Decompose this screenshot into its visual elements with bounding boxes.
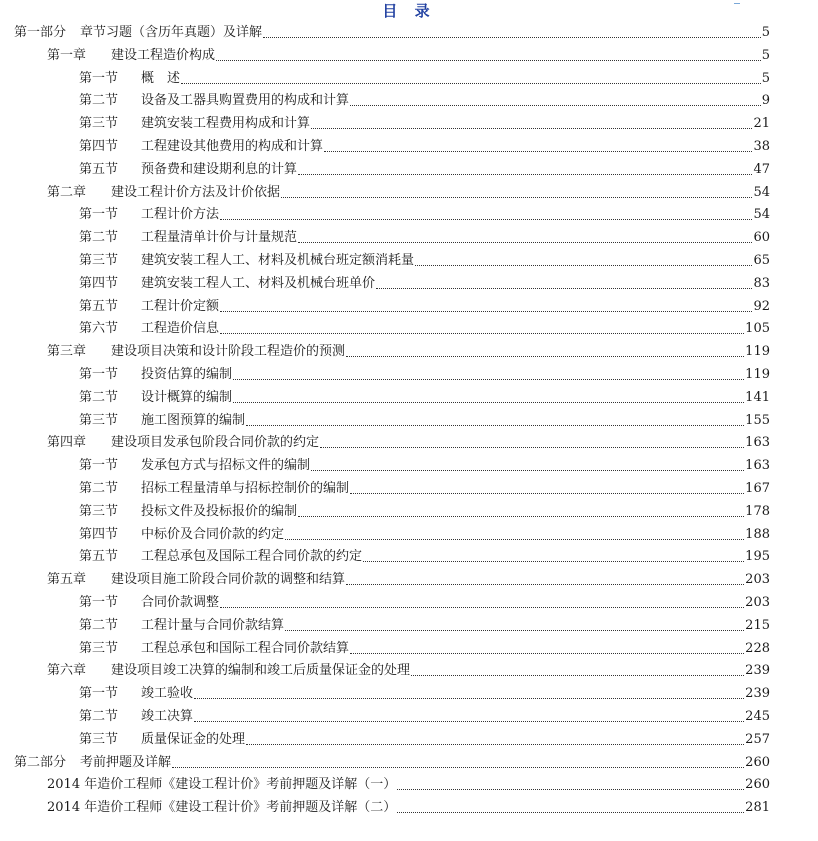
dot-leader xyxy=(220,310,752,312)
toc-entry-number: 第一节 xyxy=(79,686,119,702)
toc-title: 目 录 xyxy=(382,2,436,20)
toc-entry-number: 第二节 xyxy=(79,230,119,246)
toc-entry[interactable] xyxy=(47,569,770,591)
dot-leader xyxy=(263,36,761,38)
toc-entry-label: 招标工程量清单与招标控制价的编制 xyxy=(141,481,350,496)
toc-entry-number: 第二节 xyxy=(79,709,119,724)
toc-entry-label: 建设项目施工阶段合同价款的调整和结算 xyxy=(111,572,346,588)
toc-entry[interactable] xyxy=(79,90,770,112)
toc-entry-label: 投资估算的编制 xyxy=(141,367,233,382)
toc-entry-page: 54 xyxy=(753,207,770,223)
toc-entry-page: 245 xyxy=(745,709,770,724)
toc-entry[interactable] xyxy=(79,273,770,295)
toc-entry-page: 155 xyxy=(745,412,770,428)
toc-entry-page: 119 xyxy=(745,344,770,360)
toc-entry-number: 第一节 xyxy=(79,207,119,223)
toc-entry-page: 54 xyxy=(753,184,770,200)
toc-entry-label: 工程总承包及国际工程合同价款的约定 xyxy=(141,549,363,565)
toc-entry-label: 竣工验收 xyxy=(141,686,194,702)
toc-entry[interactable] xyxy=(79,524,770,546)
toc-entry-page: 60 xyxy=(753,230,770,246)
toc-entry[interactable] xyxy=(79,478,770,500)
toc-entry-page: 215 xyxy=(745,617,770,633)
toc-entry-number: 第三节 xyxy=(79,116,119,132)
toc-entry-label: 工程计价定额 xyxy=(141,298,220,314)
toc-entry[interactable] xyxy=(47,341,770,363)
toc-entry-number: 第二节 xyxy=(79,389,119,405)
toc-entry-label: 工程造价信息 xyxy=(141,321,220,337)
toc-entry-number: 第二节 xyxy=(79,617,119,633)
toc-entry-label: 建设项目决策和设计阶段工程造价的预测 xyxy=(111,344,346,360)
dot-leader xyxy=(324,150,752,152)
dot-leader xyxy=(346,583,744,585)
toc-entry-label: 合同价款调整 xyxy=(141,595,220,610)
toc-entry[interactable] xyxy=(47,660,770,682)
toc-entry[interactable] xyxy=(79,638,770,660)
toc-entry-label: 设计概算的编制 xyxy=(141,389,233,405)
toc-entry-label: 建筑安装工程人工、材料及机械台班单价 xyxy=(141,275,376,291)
toc-entry-page: 260 xyxy=(745,777,770,793)
toc-entry-number: 第四章 xyxy=(47,435,87,451)
toc-entry[interactable] xyxy=(79,113,770,135)
dot-leader xyxy=(363,560,744,562)
dot-leader xyxy=(350,652,744,654)
toc-entry[interactable] xyxy=(14,22,770,44)
dot-leader xyxy=(311,127,752,129)
toc-entry[interactable] xyxy=(79,318,770,340)
toc-entry-number: 第二节 xyxy=(79,481,119,496)
dot-leader xyxy=(194,697,744,699)
toc-entry-number: 第一节 xyxy=(79,70,119,86)
toc-entry-label: 预备费和建设期利息的计算 xyxy=(141,161,298,177)
toc-entry[interactable] xyxy=(47,774,770,796)
toc-entry-number: 第二部分 xyxy=(14,754,67,770)
toc-entry-number: 第三章 xyxy=(47,344,87,360)
toc-entry-page: 163 xyxy=(745,458,770,474)
toc-entry[interactable] xyxy=(79,546,770,568)
toc-entry-page: 203 xyxy=(745,595,770,610)
dot-leader xyxy=(285,538,744,540)
toc-entry[interactable] xyxy=(47,45,770,67)
toc-entry[interactable] xyxy=(79,204,770,226)
toc-entry-page: 239 xyxy=(745,686,770,702)
toc-entry-number: 第一部分 xyxy=(14,25,67,40)
toc-entry-number: 第五节 xyxy=(79,298,119,314)
toc-entry-page: 178 xyxy=(745,503,770,519)
toc-entry[interactable] xyxy=(79,706,770,728)
dot-leader xyxy=(220,332,744,334)
dot-leader xyxy=(285,629,744,631)
toc-entry-number: 第一节 xyxy=(79,458,119,474)
dot-leader xyxy=(233,378,744,380)
toc-entry[interactable] xyxy=(14,752,770,774)
toc-entry-label: 工程建设其他费用的构成和计算 xyxy=(141,139,324,154)
toc-entry-label: 施工图预算的编制 xyxy=(141,412,246,428)
dot-leader xyxy=(311,469,744,471)
toc-entry-label: 建设项目发承包阶段合同价款的约定 xyxy=(111,435,320,451)
dot-leader xyxy=(281,196,752,198)
corner-mark xyxy=(734,0,740,4)
toc-entry-page: 5 xyxy=(761,70,770,86)
toc-entry[interactable] xyxy=(79,159,770,181)
dot-leader xyxy=(298,515,744,517)
toc-entry-number: 第六节 xyxy=(79,321,119,337)
toc-entry-page: 83 xyxy=(753,275,770,291)
toc-entry-page: 257 xyxy=(745,731,770,747)
toc-entry-page: 188 xyxy=(745,526,770,542)
toc-entry-page: 21 xyxy=(753,116,770,132)
toc-entry-page: 228 xyxy=(745,640,770,656)
dot-leader xyxy=(411,674,744,676)
toc-entry[interactable] xyxy=(79,387,770,409)
toc-entry-label: 建筑安装工程费用构成和计算 xyxy=(141,116,311,132)
toc-entry[interactable] xyxy=(79,296,770,318)
toc-entry-page: 141 xyxy=(745,389,770,405)
toc-entry-label: 中标价及合同价款的约定 xyxy=(141,526,285,542)
toc-entry[interactable] xyxy=(79,683,770,705)
dot-leader xyxy=(350,104,761,106)
toc-entry-number: 第一节 xyxy=(79,595,119,610)
toc-entry[interactable] xyxy=(79,592,770,614)
dot-leader xyxy=(346,355,744,357)
toc-entry[interactable] xyxy=(79,68,770,90)
toc-entry[interactable] xyxy=(79,136,770,158)
toc-entry-page: 92 xyxy=(753,298,770,314)
toc-entry-page: 163 xyxy=(745,435,770,451)
toc-entry-page: 167 xyxy=(745,481,770,496)
dot-leader xyxy=(220,218,752,220)
toc-entry-number: 第四节 xyxy=(79,526,119,542)
toc-entry-number: 第六章 xyxy=(47,663,87,679)
toc-entry-number: 第三节 xyxy=(79,640,119,656)
toc-entry-label: 质量保证金的处理 xyxy=(141,731,246,747)
toc-entry-label: 2014 年造价工程师《建设工程计价》考前押题及详解（一） xyxy=(47,777,397,793)
toc-entry-page: 195 xyxy=(745,549,770,565)
toc-entry-number: 第三节 xyxy=(79,731,119,747)
dot-leader xyxy=(233,401,744,403)
toc-entry-number: 第三节 xyxy=(79,503,119,519)
toc-entry-label: 概 述 xyxy=(141,70,181,86)
toc-entry-label: 建筑安装工程人工、材料及机械台班定额消耗量 xyxy=(141,253,415,268)
toc-entry-label: 2014 年造价工程师《建设工程计价》考前押题及详解（二） xyxy=(47,800,397,816)
toc-entry-number: 第四节 xyxy=(79,275,119,291)
dot-leader xyxy=(397,811,744,813)
toc-entry-page: 5 xyxy=(761,25,770,40)
toc-entry-number: 第三节 xyxy=(79,412,119,428)
toc-entry-number: 第一节 xyxy=(79,367,119,382)
dot-leader xyxy=(220,606,744,608)
toc-entry-page: 9 xyxy=(761,93,770,109)
toc-entry-page: 119 xyxy=(745,367,770,382)
toc-entry-number: 第四节 xyxy=(79,139,119,154)
toc-entry-page: 47 xyxy=(753,161,770,177)
toc-entry-label: 章节习题（含历年真题）及详解 xyxy=(80,25,263,40)
dot-leader xyxy=(194,720,744,722)
dot-leader xyxy=(415,264,752,266)
toc-entry[interactable] xyxy=(47,432,770,454)
toc-entry[interactable] xyxy=(47,182,770,204)
toc-entry-label: 建设工程计价方法及计价依据 xyxy=(111,184,281,200)
toc-entry-label: 工程计价方法 xyxy=(141,207,220,223)
toc-entry-number: 第五节 xyxy=(79,549,119,565)
toc-entry[interactable] xyxy=(79,455,770,477)
dot-leader xyxy=(298,241,752,243)
toc-entry[interactable] xyxy=(79,729,770,751)
dot-leader xyxy=(320,446,744,448)
toc-entry-label: 工程计量与合同价款结算 xyxy=(141,617,285,633)
dot-leader xyxy=(246,743,744,745)
dot-leader xyxy=(298,173,752,175)
toc-entry-page: 65 xyxy=(753,253,770,268)
toc-entry-label: 建设项目竣工决算的编制和竣工后质量保证金的处理 xyxy=(111,663,411,679)
dot-leader xyxy=(350,492,744,494)
toc-entry-label: 投标文件及投标报价的编制 xyxy=(141,503,298,519)
dot-leader xyxy=(216,59,761,61)
toc-entry-label: 工程总承包和国际工程合同价款结算 xyxy=(141,640,350,656)
toc-entry-label: 工程量清单计价与计量规范 xyxy=(141,230,298,246)
dot-leader xyxy=(246,424,744,426)
toc-entry[interactable] xyxy=(79,501,770,523)
toc-entry-label: 发承包方式与招标文件的编制 xyxy=(141,458,311,474)
toc-entry-page: 38 xyxy=(753,139,770,154)
toc-entry-page: 239 xyxy=(745,663,770,679)
dot-leader xyxy=(181,82,761,84)
toc-entry-page: 5 xyxy=(761,47,770,63)
toc-entry-page: 260 xyxy=(745,754,770,770)
toc-entry-number: 第五章 xyxy=(47,572,87,588)
toc-entry-label: 建设工程造价构成 xyxy=(111,47,216,63)
toc-entry-number: 第二章 xyxy=(47,184,87,200)
toc-entry[interactable] xyxy=(79,615,770,637)
toc-entry-page: 281 xyxy=(745,800,770,816)
toc-entry[interactable] xyxy=(79,410,770,432)
toc-entry[interactable] xyxy=(79,250,770,272)
toc-entry-number: 第五节 xyxy=(79,161,119,177)
toc-entry-number: 第一章 xyxy=(47,47,87,63)
dot-leader xyxy=(376,287,752,289)
dot-leader xyxy=(397,788,744,790)
toc-entry-page: 105 xyxy=(745,321,770,337)
toc-entry-number: 第三节 xyxy=(79,253,119,268)
toc-entry[interactable] xyxy=(79,364,770,386)
toc-entry-number: 第二节 xyxy=(79,93,119,109)
toc-entry-page: 203 xyxy=(745,572,770,588)
toc-entry[interactable] xyxy=(47,797,770,819)
toc-entry-label: 竣工决算 xyxy=(141,709,194,724)
dot-leader xyxy=(172,766,744,768)
toc-entry[interactable] xyxy=(79,227,770,249)
toc-entry-label: 考前押题及详解 xyxy=(80,754,172,770)
toc-entry-label: 设备及工器具购置费用的构成和计算 xyxy=(141,93,350,109)
